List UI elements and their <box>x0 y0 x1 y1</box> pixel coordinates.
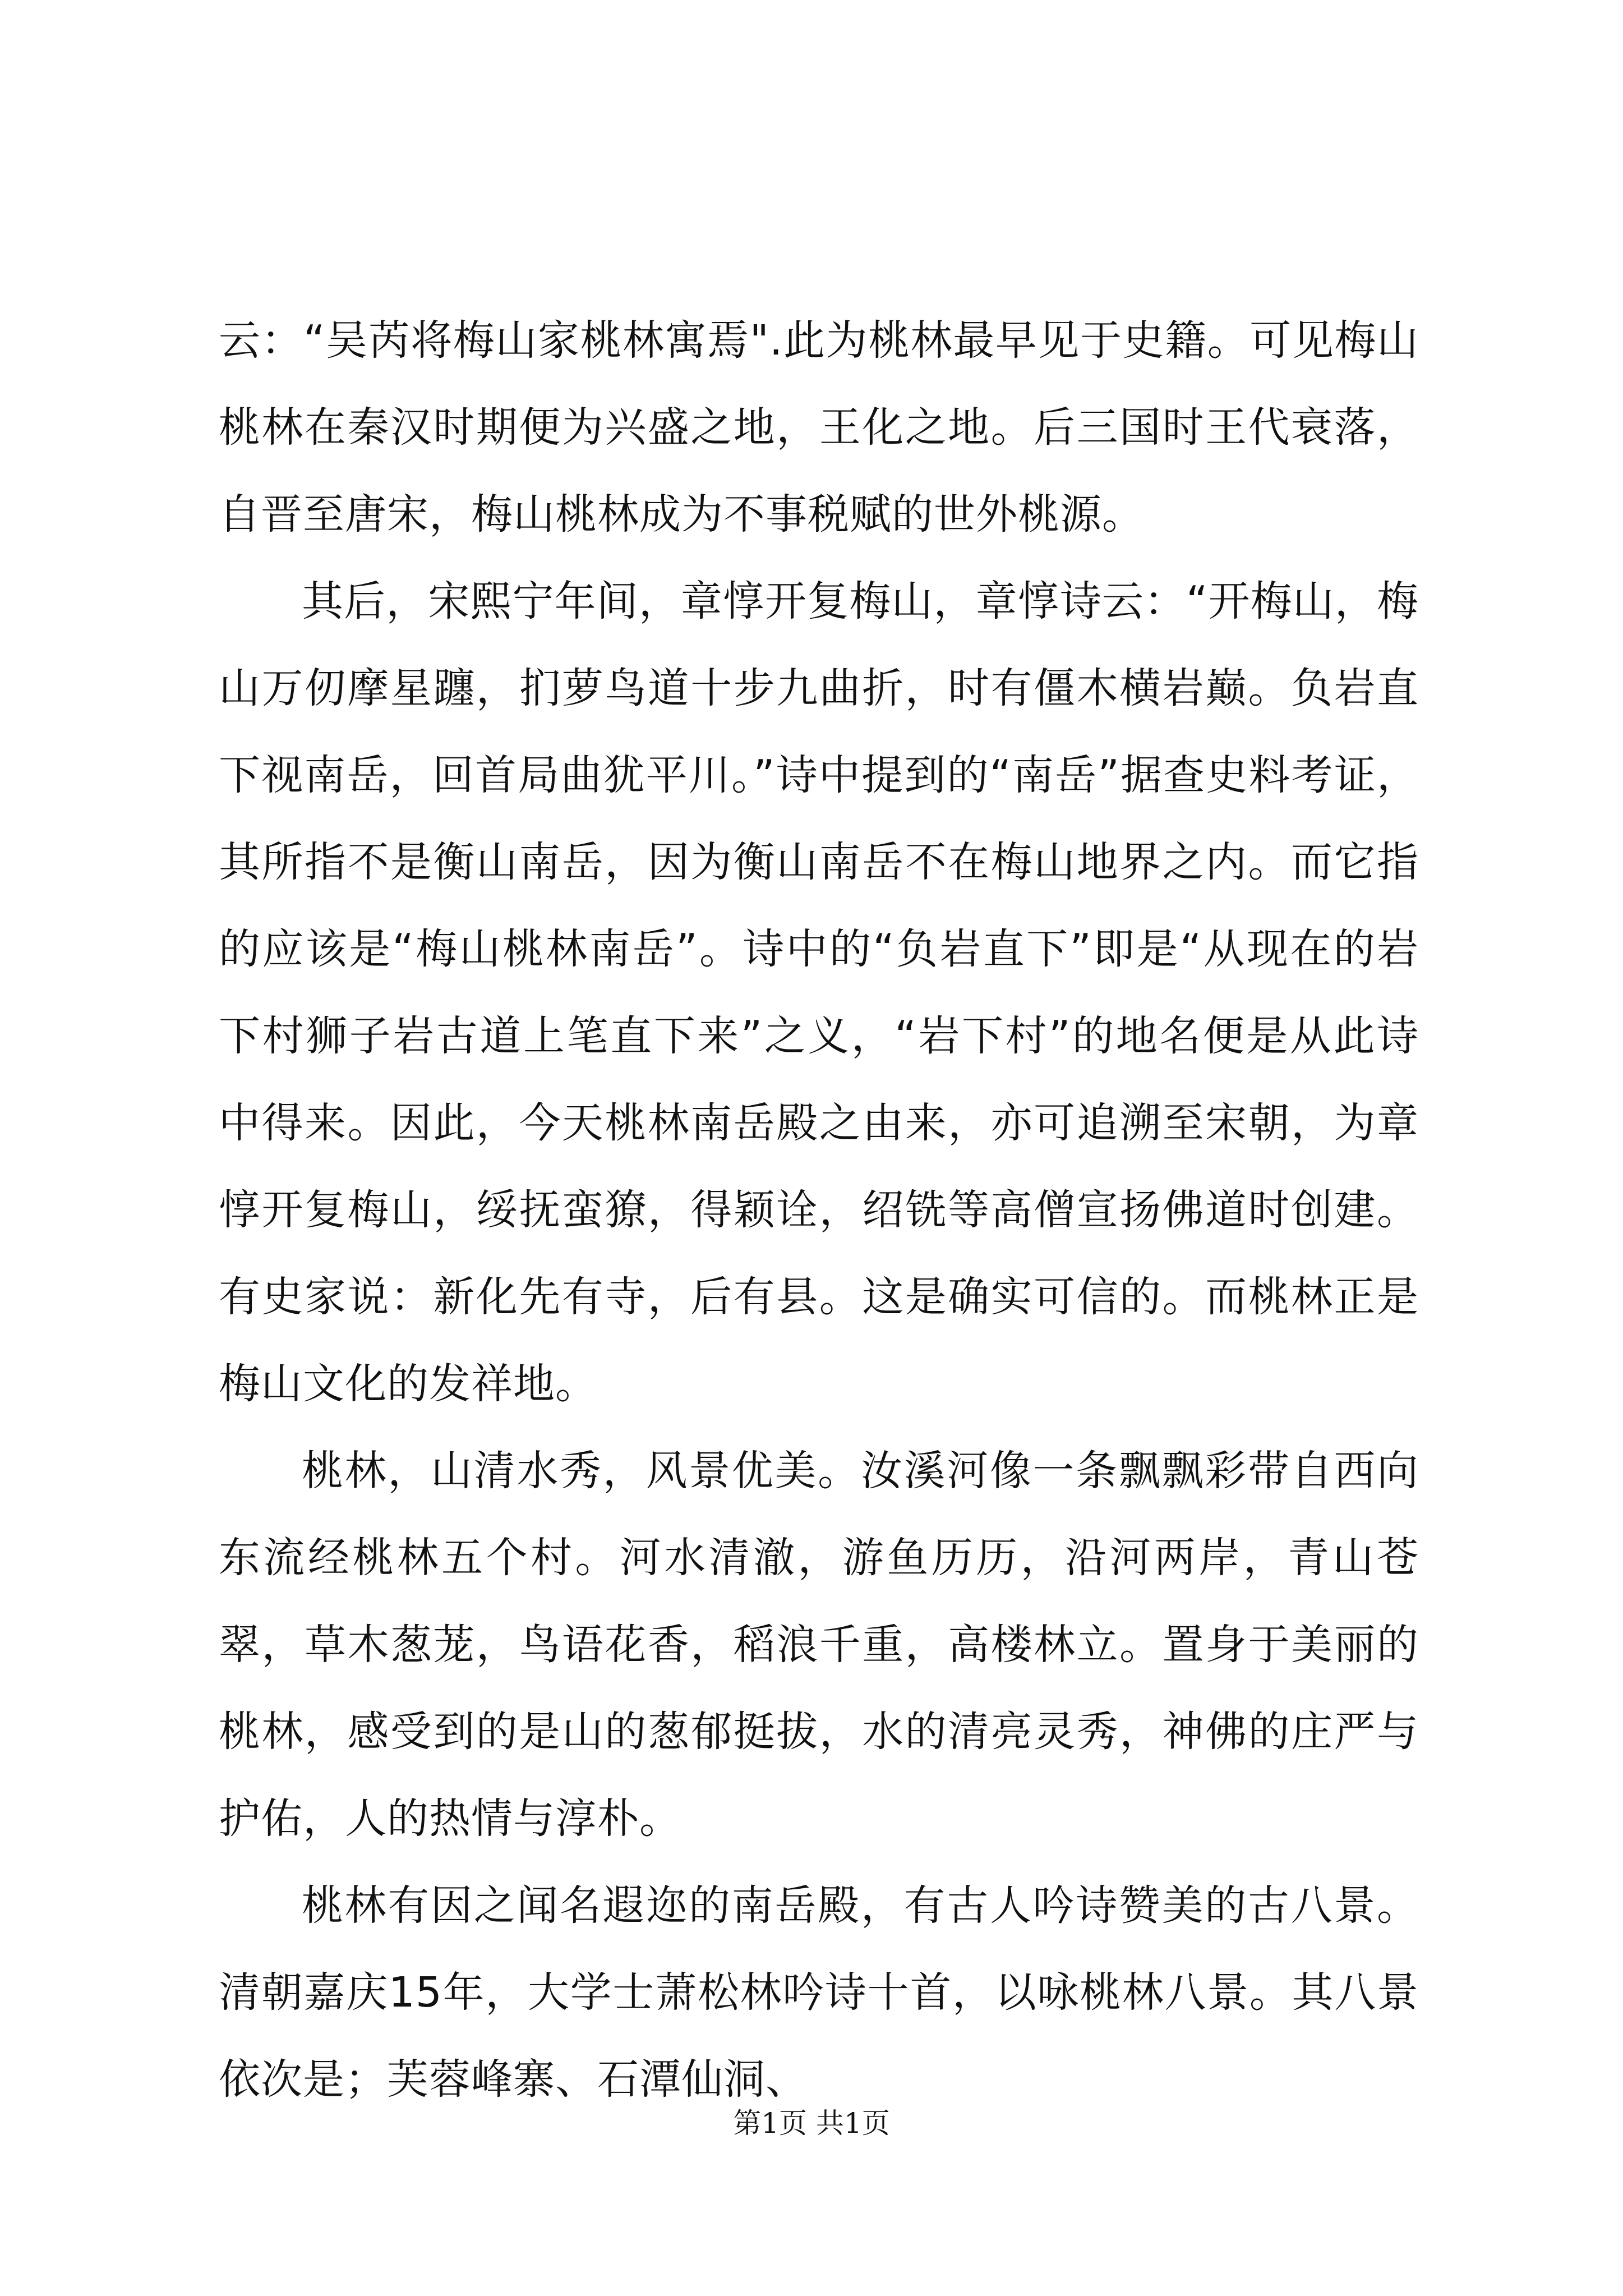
paragraph-2: 其后，宋熙宁年间，章惇开复梅山，章惇诗云：“开梅山，梅山万仞摩星躔，扪萝鸟道十步九曲折，时有僵木横岩巅。负岩直下视南岳，回首局曲犹平川。”诗中提到的“南岳”据查史料考证，其所指不是衡山南岳，因为衡山南岳不在梅山地界之内。而它指的应该是“梅山桃林南岳”。诗中的“负岩直下”即是“从现在的岩下村狮子岩古道上笔直下来”之义，“岩下村”的地名便是从此诗中得来。因此，今天桃林南岳殿之由来，亦可追溯至宋朝，为章惇开复梅山，绥抚蛮獠，得颖诠，绍铣等高僧宣扬佛道时创建。有史家说：新化先有寺，后有县。这是确实可信的。而桃林正是梅山文化的发祥地。 <box>219 577 1419 1408</box>
paragraph-4: 桃林有因之闻名遐迩的南岳殿，有古人吟诗赞美的古八景。清朝嘉庆15年，大学士萧松林吟诗十首，以咏桃林八景。其八景依次是；芙蓉峰寨、石潭仙洞、 <box>219 1881 1419 2104</box>
paragraph-1: 云：“吴芮将梅山家桃林寓焉".此为桃林最早见于史籍。可见梅山桃林在秦汉时期便为兴盛之地，王化之地。后三国时王代衰落，自晋至唐宋，梅山桃林成为不事税赋的世外桃源。 <box>219 316 1419 539</box>
body-text <box>219 297 1419 2123</box>
page-footer: 第1页 共1页 <box>733 2107 890 2139</box>
paragraph-3: 桃林，山清水秀，风景优美。汝溪河像一条飘飘彩带自西向东流经桃林五个村。河水清澈，游鱼历历，沿河两岸，青山苍翠，草木葱茏，鸟语花香，稻浪千重，高楼林立。置身于美丽的桃林，感受到的是山的葱郁挺拔，水的清亮灵秀，神佛的庄严与护佑，人的热情与淳朴。 <box>219 1447 1419 1843</box>
